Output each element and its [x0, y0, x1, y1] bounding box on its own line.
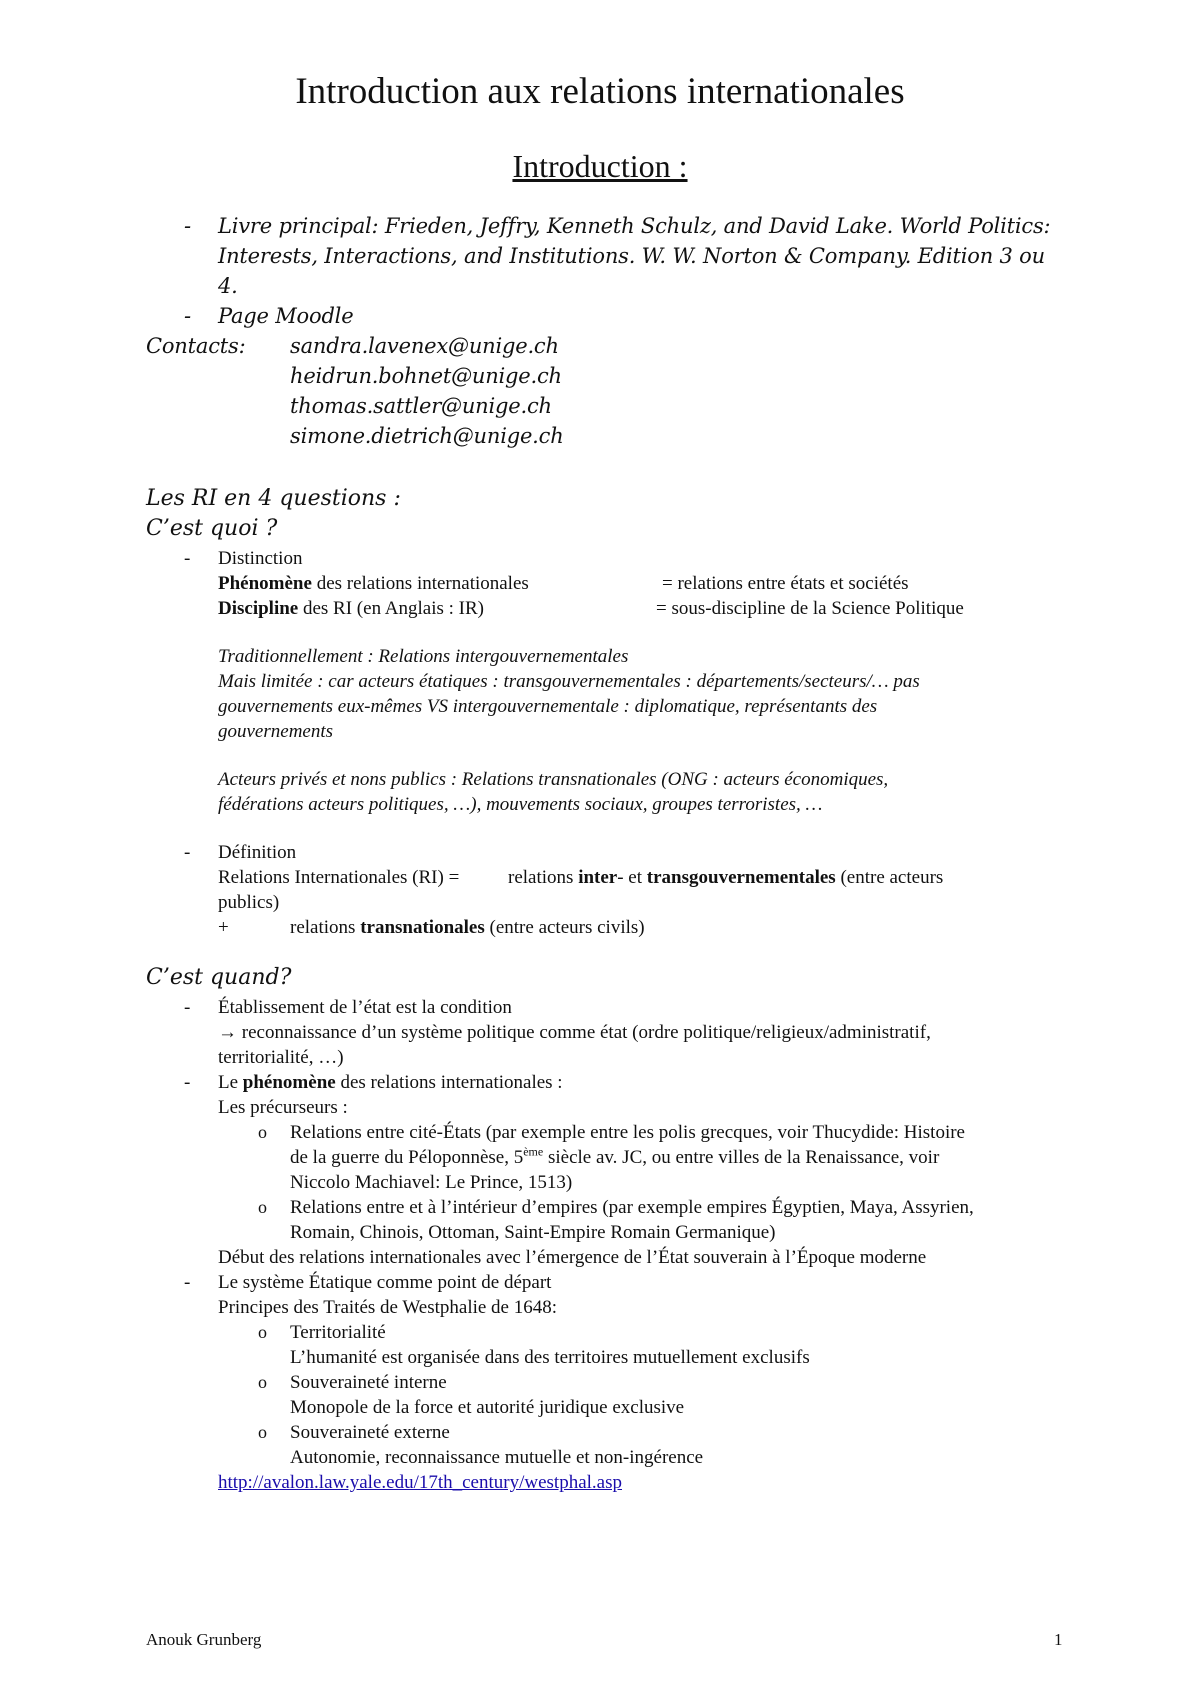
plus-sign: + [218, 917, 229, 938]
traditional-line: gouvernements eux-mêmes VS intergouvernementale : diplomatique, représentants des [218, 696, 878, 717]
state-system-line: Le système Étatique comme point de départ [218, 1272, 552, 1293]
definition-line: Relations Internationales (RI) = [218, 867, 460, 888]
city-states-line: Relations entre cité-États (par exemple entre les polis grecques, voir Thucydide: Histoire [290, 1122, 965, 1143]
westphalia-link[interactable]: http://avalon.law.yale.edu/17th_century/westphal.asp [218, 1472, 622, 1493]
contact-email: sandra.lavenex@unige.ch [290, 334, 559, 358]
phenomenon-line: Le phénomène des relations internationales : [218, 1072, 563, 1093]
document-title: Introduction aux relations internationales [295, 71, 905, 112]
definition-line: publics) [218, 892, 280, 913]
list-dash: - [184, 214, 191, 238]
principle-title: Territorialité [290, 1322, 386, 1343]
traditional-line: Mais limitée : car acteurs étatiques : transgouvernementales : départements/secteurs/… pas [218, 671, 920, 692]
circle-bullet: o [258, 1372, 267, 1392]
contact-email: simone.dietrich@unige.ch [290, 424, 564, 448]
distinction-label: Distinction [218, 548, 303, 569]
arrow-right-icon: → [218, 1022, 237, 1043]
page-number: 1 [1054, 1630, 1063, 1649]
discipline-line: Discipline des RI (en Anglais : IR) [218, 598, 484, 619]
footer-author: Anouk Grunberg [146, 1630, 262, 1649]
definition-label: Définition [218, 842, 297, 863]
contacts-label: Contacts: [146, 334, 246, 358]
principle-description: Monopole de la force et autorité juridique exclusive [290, 1397, 685, 1418]
city-states-line: de la guerre du Péloponnèse, 5ème siècle av. JC, ou entre villes de la Renaissance, voir [290, 1144, 940, 1168]
section-subtitle: Introduction : [512, 148, 688, 184]
establishment-line: Établissement de l’état est la condition [218, 997, 512, 1018]
book-line-2: Interests, Interactions, and Institutions. W. W. Norton & Company. Edition 3 ou [218, 244, 1045, 268]
book-line-3: 4. [218, 274, 238, 298]
contact-email: thomas.sattler@unige.ch [290, 394, 552, 418]
circle-bullet: o [258, 1197, 267, 1217]
precursors-label: Les précurseurs : [218, 1097, 348, 1118]
list-dash: - [184, 548, 191, 569]
principle-title: Souveraineté interne [290, 1372, 447, 1393]
list-dash: - [184, 1272, 191, 1293]
list-dash: - [184, 1072, 191, 1093]
circle-bullet: o [258, 1122, 267, 1142]
book-line-1: Livre principal: Frieden, Jeffry, Kenneth Schulz, and David Lake. World Politics: [218, 214, 1051, 238]
list-dash: - [184, 304, 191, 328]
empires-line: Relations entre et à l’intérieur d’empires (par exemple empires Égyptien, Maya, Assyrien, [290, 1197, 974, 1218]
empires-line: Romain, Chinois, Ottoman, Saint-Empire Romain Germanique) [290, 1222, 776, 1243]
phenomene-definition: = relations entre états et sociétés [662, 573, 909, 594]
city-states-line: Niccolo Machiavel: Le Prince, 1513) [290, 1172, 573, 1193]
discipline-definition: = sous-discipline de la Science Politique [656, 598, 964, 619]
westphalia-line: Principes des Traités de Westphalie de 1648: [218, 1297, 558, 1318]
section-heading: Les RI en 4 questions : [146, 486, 401, 511]
question-heading: C’est quoi ? [146, 516, 278, 541]
question-heading: C’est quand? [146, 965, 292, 990]
principle-title: Souveraineté externe [290, 1422, 450, 1443]
recognition-line: territorialité, …) [218, 1047, 344, 1068]
beginning-line: Début des relations internationales avec l’émergence de l’État souverain à l’Époque moderne [218, 1247, 927, 1268]
definition-line-rest: relations inter- et transgouvernementales (entre acteurs [508, 867, 944, 888]
list-dash: - [184, 997, 191, 1018]
principle-description: Autonomie, reconnaissance mutuelle et non-ingérence [290, 1447, 704, 1468]
recognition-line: → reconnaissance d’un système politique comme état (ordre politique/religieux/administratif, [218, 1022, 931, 1043]
traditional-line: gouvernements [218, 721, 334, 742]
private-actors-line: Acteurs privés et nons publics : Relations transnationales (ONG : acteurs économiques, [218, 769, 889, 790]
traditional-line: Traditionnellement : Relations intergouvernementales [218, 646, 629, 667]
principle-description: L’humanité est organisée dans des territoires mutuellement exclusifs [290, 1347, 810, 1368]
private-actors-line: fédérations acteurs politiques, …), mouvements sociaux, groupes terroristes, … [218, 794, 823, 815]
phenomene-line: Phénomène des relations internationales [218, 573, 529, 594]
moodle-line: Page Moodle [218, 304, 354, 328]
list-dash: - [184, 842, 191, 863]
circle-bullet: o [258, 1322, 267, 1342]
definition-line: relations transnationales (entre acteurs civils) [290, 917, 645, 938]
circle-bullet: o [258, 1422, 267, 1442]
contact-email: heidrun.bohnet@unige.ch [290, 364, 562, 388]
